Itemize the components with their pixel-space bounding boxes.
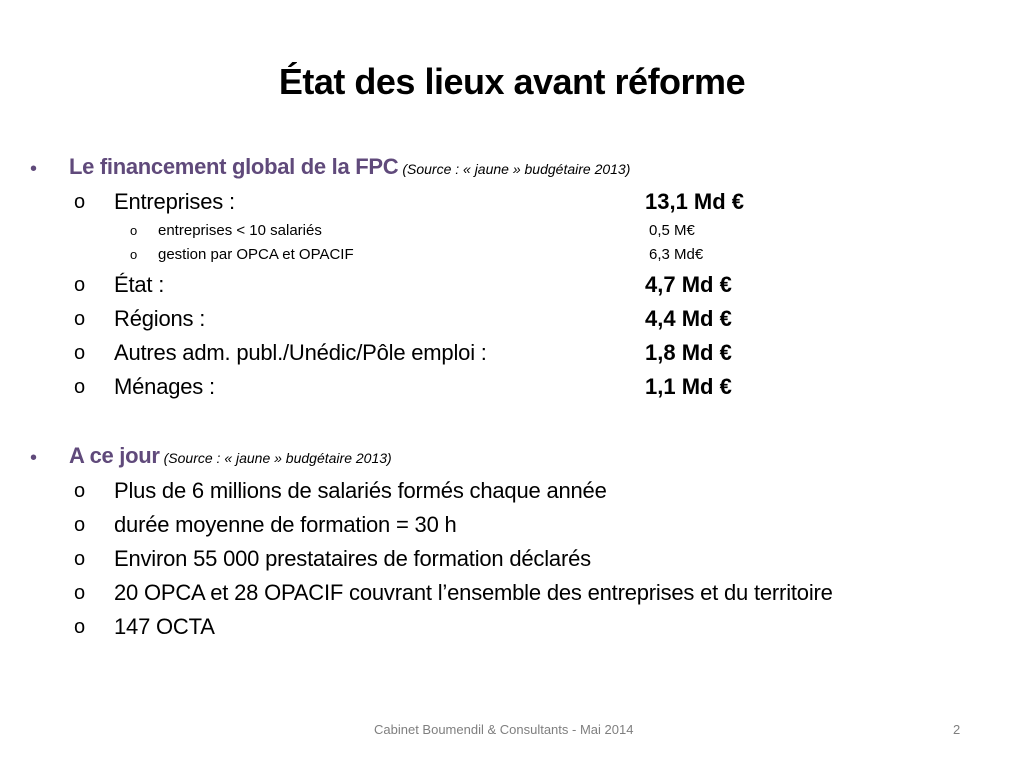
bullet-icon: • xyxy=(30,158,38,180)
item-value: 4,7 Md € xyxy=(645,272,732,297)
circle-bullet-icon: o xyxy=(130,223,138,238)
bullet-icon: • xyxy=(30,447,38,469)
item-value: 13,1 Md € xyxy=(645,189,745,214)
sub-item-value: 6,3 Md€ xyxy=(649,246,704,263)
item-label: durée moyenne de formation = 30 h xyxy=(114,512,457,537)
source-note: (Source : « jaune » budgétaire 2013) xyxy=(402,161,631,177)
circle-bullet-icon: o xyxy=(74,582,86,604)
item-label: Autres adm. publ./Unédic/Pôle emploi : xyxy=(114,340,487,365)
list-item xyxy=(74,579,994,611)
list-item-autres-adm xyxy=(74,339,994,371)
circle-bullet-icon: o xyxy=(130,247,138,262)
list-item xyxy=(74,511,994,543)
sub-item-gestion-opca xyxy=(130,245,830,267)
sub-item-value: 0,5 M€ xyxy=(649,222,695,239)
list-item-regions xyxy=(74,305,994,337)
item-label: Environ 55 000 prestataires de formation déclarés xyxy=(114,546,591,571)
circle-bullet-icon: o xyxy=(74,548,86,570)
circle-bullet-icon: o xyxy=(74,480,86,502)
page-number: 2 xyxy=(953,722,961,737)
list-item-entreprises xyxy=(74,188,994,220)
circle-bullet-icon: o xyxy=(74,342,86,364)
sub-item-petites-entreprises xyxy=(130,221,830,243)
circle-bullet-icon: o xyxy=(74,616,86,638)
item-label: 147 OCTA xyxy=(114,614,215,639)
section-heading xyxy=(69,153,630,183)
item-value: 1,8 Md € xyxy=(645,340,732,365)
section-heading xyxy=(69,442,392,472)
source-note: (Source : « jaune » budgétaire 2013) xyxy=(163,450,392,466)
footer-text: Cabinet Boumendil & Consultants - Mai 2014 xyxy=(374,722,634,737)
sub-item-label: entreprises < 10 salariés xyxy=(158,222,322,239)
circle-bullet-icon: o xyxy=(74,308,86,330)
circle-bullet-icon: o xyxy=(74,191,86,213)
item-label: État : xyxy=(114,272,165,297)
item-label: Entreprises : xyxy=(114,189,235,214)
circle-bullet-icon: o xyxy=(74,274,86,296)
heading-text: A ce jour xyxy=(69,443,160,468)
list-item xyxy=(74,545,994,577)
item-value: 1,1 Md € xyxy=(645,374,732,399)
slide-title: État des lieux avant réforme xyxy=(278,61,746,102)
circle-bullet-icon: o xyxy=(74,514,86,536)
item-value: 4,4 Md € xyxy=(645,306,732,331)
list-item xyxy=(74,477,994,509)
list-item-menages xyxy=(74,373,994,405)
slide-footer xyxy=(0,722,1024,744)
circle-bullet-icon: o xyxy=(74,376,86,398)
heading-text: Le financement global de la FPC xyxy=(69,154,399,179)
item-label: Régions : xyxy=(114,306,206,331)
item-label: 20 OPCA et 28 OPACIF couvrant l’ensemble des entreprises et du territoire xyxy=(114,580,833,605)
sub-item-label: gestion par OPCA et OPACIF xyxy=(158,246,354,263)
item-label: Plus de 6 millions de salariés formés chaque année xyxy=(114,478,607,503)
item-label: Ménages : xyxy=(114,374,215,399)
list-item xyxy=(74,613,994,645)
list-item-etat xyxy=(74,271,994,303)
